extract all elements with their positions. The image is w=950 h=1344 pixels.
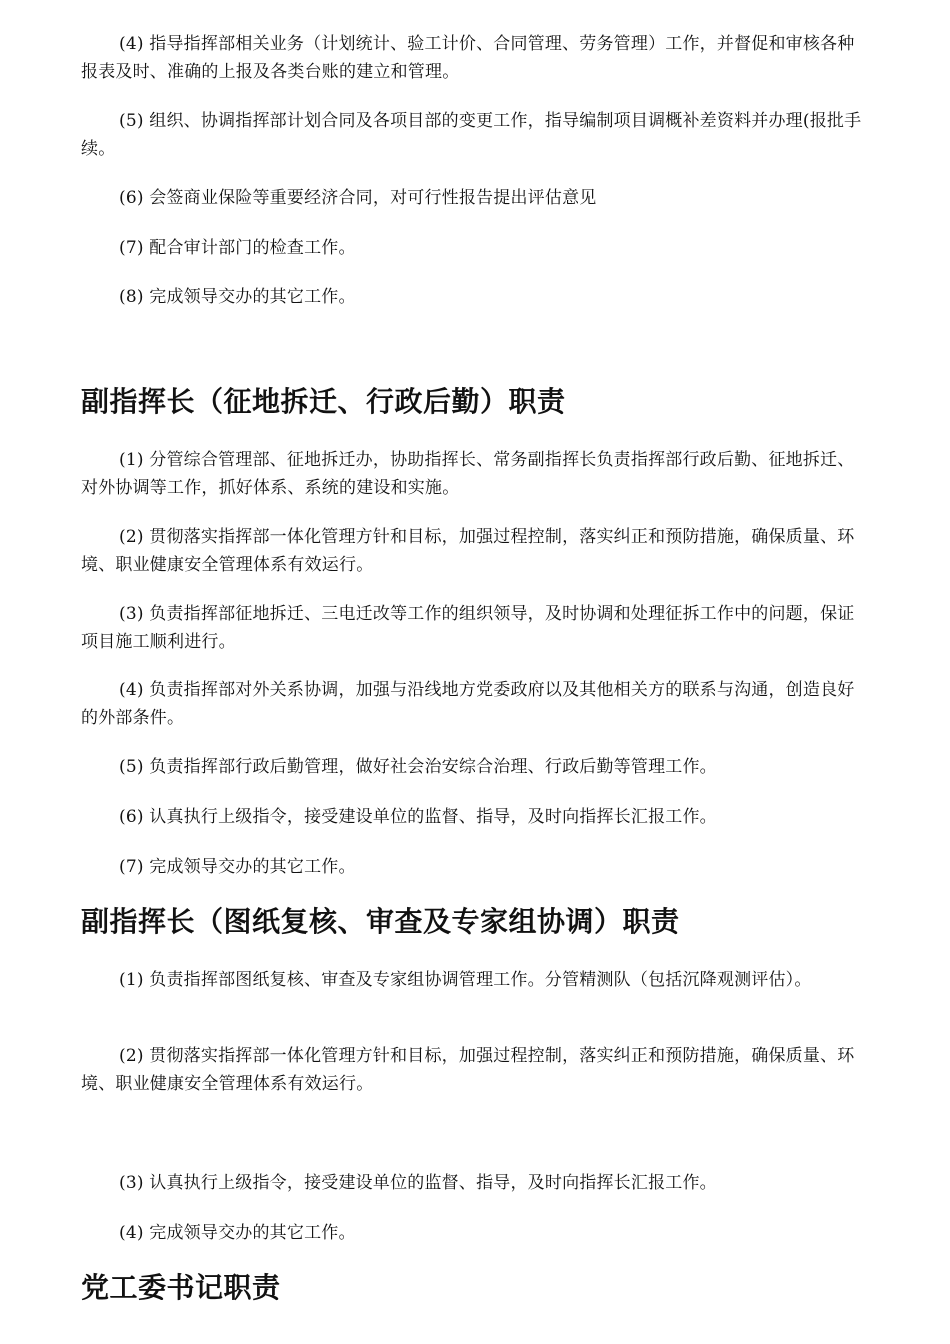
duty-item: (3) 负责指挥部征地拆迁、三电迁改等工作的组织领导，及时协调和处理征拆工作中的问题，保证项目施工顺利进行。 bbox=[81, 604, 855, 652]
duty-item: (8) 完成领导交办的其它工作。 bbox=[119, 287, 356, 307]
section-heading: 副指挥长（图纸复核、审查及专家组协调）职责 bbox=[81, 905, 680, 938]
duty-item: (5) 组织、协调指挥部计划合同及各项目部的变更工作，指导编制项目调概补差资料并办理(报批手续。 bbox=[81, 111, 862, 159]
duty-item: (2) 贯彻落实指挥部一体化管理方针和目标，加强过程控制，落实纠正和预防措施，确保质量、环境、职业健康安全管理体系有效运行。 bbox=[81, 527, 855, 575]
duty-item: (2) 贯彻落实指挥部一体化管理方针和目标，加强过程控制，落实纠正和预防措施，确保质量、环境、职业健康安全管理体系有效运行。 bbox=[81, 1046, 855, 1094]
duty-item: (1) 负责指挥部图纸复核、审查及专家组协调管理工作。分管精测队（包括沉降观测评估）。 bbox=[119, 970, 812, 990]
duty-item: (4) 负责指挥部对外关系协调，加强与沿线地方党委政府以及其他相关方的联系与沟通，创造良好的外部条件。 bbox=[81, 680, 855, 728]
duty-item: (6) 认真执行上级指令，接受建设单位的监督、指导，及时向指挥长汇报工作。 bbox=[119, 807, 717, 827]
duty-item: (7) 完成领导交办的其它工作。 bbox=[119, 857, 356, 877]
duty-item: (1) 分管综合管理部、征地拆迁办，协助指挥长、常务副指挥长负责指挥部行政后勤、征地拆迁、对外协调等工作，抓好体系、系统的建设和实施。 bbox=[81, 450, 855, 498]
duty-item: (4) 完成领导交办的其它工作。 bbox=[119, 1223, 356, 1243]
duty-item: (7) 配合审计部门的检查工作。 bbox=[119, 238, 356, 258]
section-heading: 党工委书记职责 bbox=[81, 1271, 281, 1304]
duty-item: (3) 认真执行上级指令，接受建设单位的监督、指导，及时向指挥长汇报工作。 bbox=[119, 1173, 717, 1193]
duty-item: (4) 指导指挥部相关业务（计划统计、验工计价、合同管理、劳务管理）工作，并督促和审核各种报表及时、准确的上报及各类台账的建立和管理。 bbox=[81, 34, 855, 82]
duty-item: (6) 会签商业保险等重要经济合同，对可行性报告提出评估意见 bbox=[119, 188, 597, 208]
duty-item: (5) 负责指挥部行政后勤管理，做好社会治安综合治理、行政后勤等管理工作。 bbox=[119, 757, 717, 777]
section-heading: 副指挥长（征地拆迁、行政后勤）职责 bbox=[81, 385, 566, 418]
